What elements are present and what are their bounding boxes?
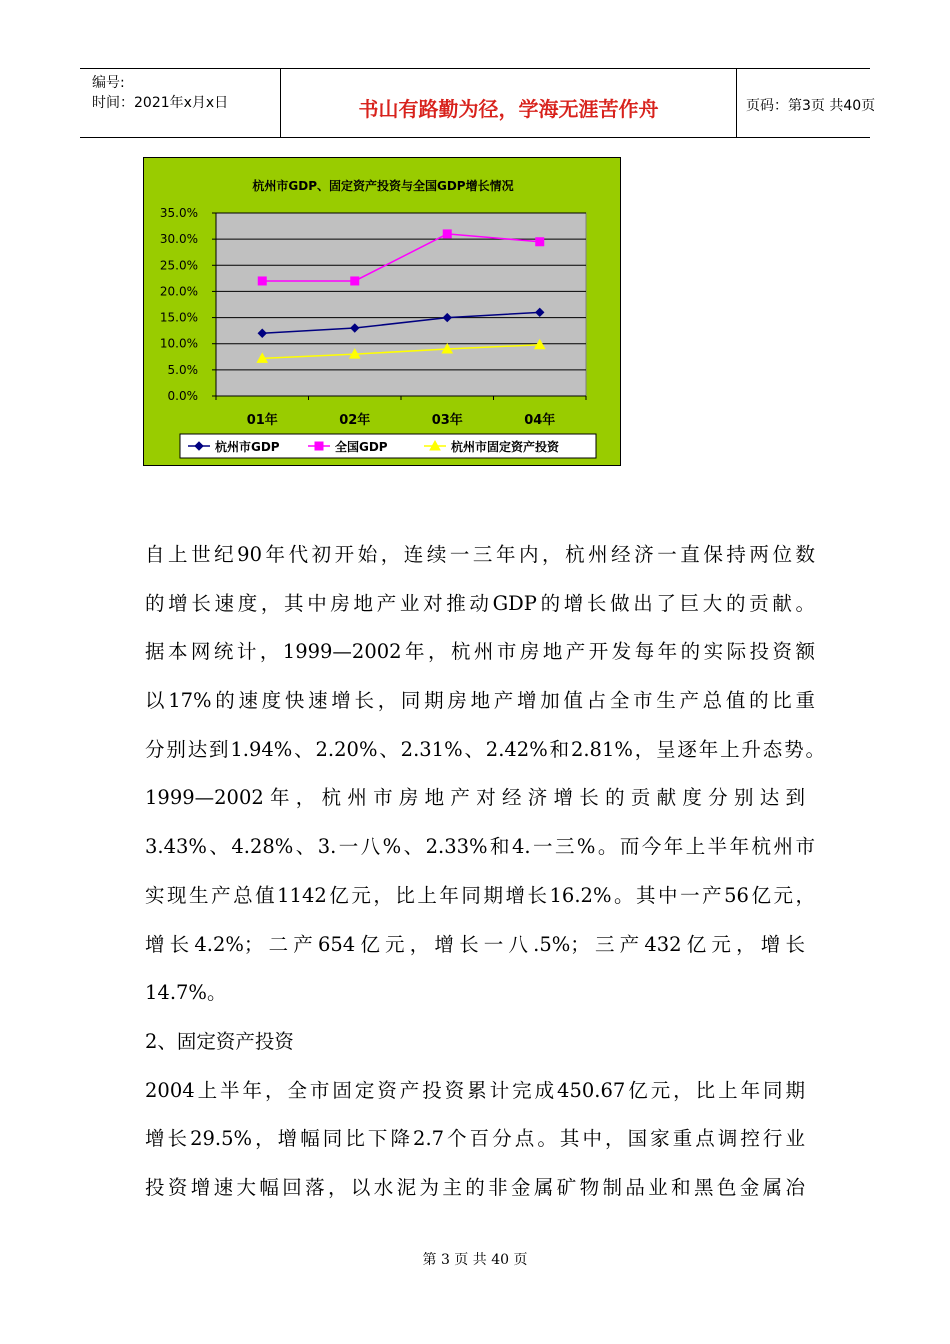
growth-chart (143, 157, 621, 466)
x-tick-label: 03年 (431, 413, 463, 428)
document-time-label: 时间：2021年x月x日 (92, 95, 229, 111)
page-info: 页码：第3页 共40页 (746, 98, 876, 114)
chart-canvas (144, 158, 622, 467)
x-tick-label: 01年 (246, 413, 278, 428)
y-tick-label: 30.0% (159, 232, 198, 247)
x-tick-label: 04年 (524, 413, 556, 428)
y-tick-label: 5.0% (167, 362, 198, 377)
y-tick-label: 0.0% (167, 389, 198, 403)
body-line: 14.7%。 (145, 981, 227, 1005)
body-line: 据本网统计，1999—2002年，杭州市房地产开发每年的实际投资额 (145, 640, 815, 664)
document-number-label: 编号: (92, 75, 125, 91)
legend-label: 杭州市GDP (215, 440, 280, 454)
y-tick-label: 20.0% (159, 284, 198, 299)
body-line: 实现生产总值1142亿元，比上年同期增长16.2%。其中一产56亿元， (145, 883, 815, 907)
header-meta-cell (80, 69, 280, 137)
legend-label: 杭州市固定资产投资 (451, 440, 560, 454)
motto-text: 书山有路勤为径，学海无涯苦作舟 (358, 97, 659, 121)
body-line: 1999—2002年，杭州市房地产对经济增长的贡献度分别达到 (145, 786, 805, 810)
data-point (536, 238, 544, 246)
header-page-cell (736, 69, 876, 137)
body-text (145, 540, 825, 1222)
body-line: 分别达到1.94%、2.20%、2.31%、2.42%和2.81%，呈逐年上升态势。 (145, 737, 825, 761)
chart-title: 杭州市GDP、固定资产投资与全国GDP增长情况 (252, 179, 514, 193)
legend-label: 全国GDP (335, 440, 388, 454)
body-line: 投资增速大幅回落，以水泥为主的非金属矿物制品业和黑色金属冶 (145, 1175, 805, 1199)
body-line: 以17%的速度快速增长，同期房地产增加值占全市生产总值的比重 (145, 689, 815, 713)
body-line: 增长29.5%，增幅同比下降2.7个百分点。其中，国家重点调控行业 (145, 1127, 805, 1151)
page-header (80, 68, 876, 138)
data-point (351, 277, 359, 285)
data-point (443, 230, 451, 238)
body-line: 2004上半年，全市固定资产投资累计完成450.67亿元，比上年同期 (145, 1078, 805, 1102)
y-tick-label: 35.0% (159, 206, 198, 220)
body-line: 3.43%、4.28%、3.一八%、2.33%和4.一三%。而今年上半年杭州市 (145, 835, 815, 859)
section-heading: 2、固定资产投资 (145, 1029, 294, 1053)
body-line: 自上世纪90年代初开始，连续一三年内，杭州经济一直保持两位数 (145, 543, 815, 566)
body-line: 的增长速度，其中房地产业对推动GDP的增长做出了巨大的贡献。 (145, 591, 815, 615)
y-tick-label: 10.0% (159, 336, 198, 351)
legend-marker (315, 442, 323, 450)
data-point (258, 277, 266, 285)
body-line: 增长4.2%；二产654亿元，增长一八.5%；三产432亿元，增长 (145, 932, 805, 956)
page-footer: 第 3 页 共 40 页 (422, 1252, 528, 1268)
y-tick-label: 15.0% (159, 310, 198, 325)
header-motto-cell (280, 69, 737, 137)
x-tick-label: 02年 (339, 413, 371, 428)
y-tick-label: 25.0% (159, 258, 198, 273)
